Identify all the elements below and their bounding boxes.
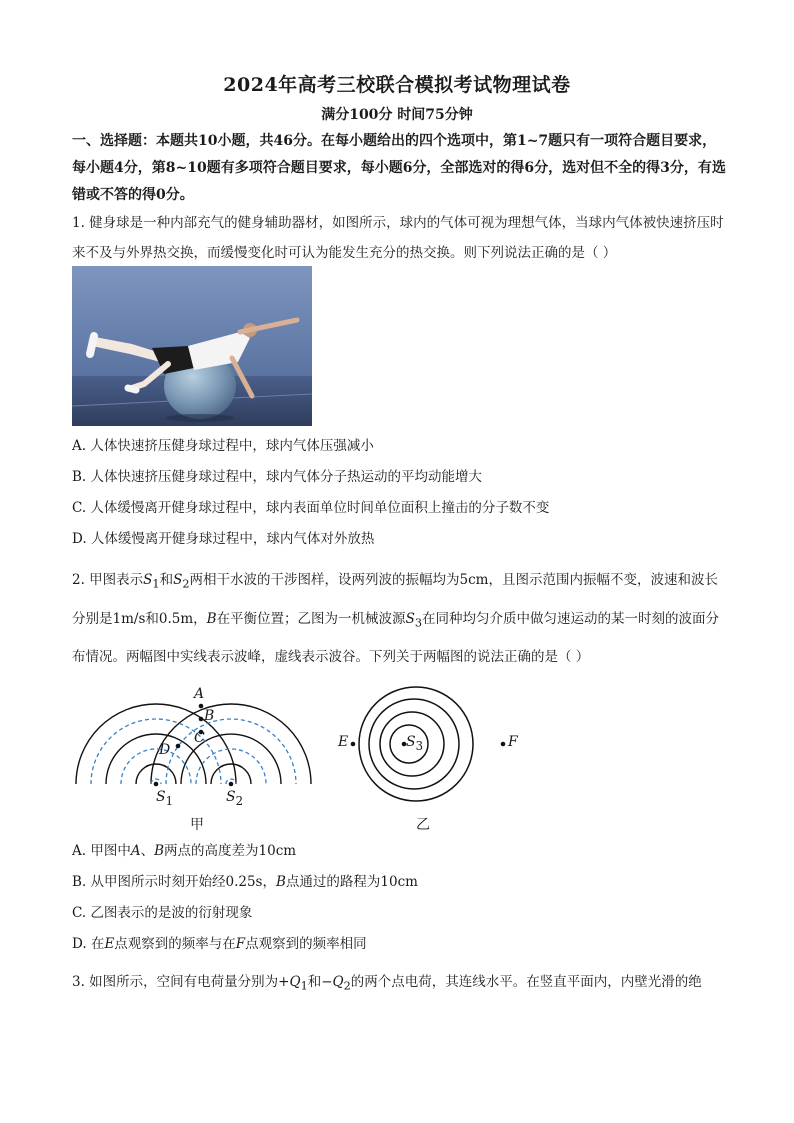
point-e [351, 742, 356, 747]
exam-subtitle: 满分100分 时间75分钟 [321, 107, 473, 123]
label-c: C [194, 730, 205, 746]
s1-trough-large [91, 719, 221, 784]
s1-crest-mid [106, 734, 206, 784]
question-1-stem: 1. 健身球是一种内部充气的健身辅助器材，如图所示，球内的气体可视为理想气体，当球内气体被快速挤压时来不及与外界热交换，而缓慢变化时可认为能发生充分的热交换。则下列说法正确的是（ ） [72, 215, 724, 261]
fitness-ball-photo [72, 266, 312, 426]
caption-jia: 甲 [190, 817, 204, 833]
point-b [199, 717, 204, 722]
s2-trough-large [166, 719, 296, 784]
question-3-stem: 3. 如图所示，空间有电荷量分别为$+Q_1$和$-Q_2$的两个点电荷，其连线水平。在竖直平面内，内壁光滑的绝 [72, 974, 702, 993]
point-f [501, 742, 506, 747]
question-2-option-c: C. 乙图表示的是波的衍射现象 [72, 905, 253, 921]
point-d [176, 744, 181, 749]
source-s2 [229, 782, 234, 787]
exam-title: 2024年高考三校联合模拟考试物理试卷 [223, 74, 571, 96]
question-2-stem: 2. 甲图表示$S_1$和$S_2$两相干水波的干涉图样，设两列波的振幅均为5cm，且图示范围内振幅不变，波速和波长分别是1m/s和0.5m，B在平衡位置；乙图为一机械波源$S_3$在同种均匀介质中做匀速运动的某一时刻的波面分布情况。两幅图中实线表示波峰，虚线表示波谷。下列关于两幅图的说法正确的是（ ） [72, 572, 719, 666]
source-s1 [154, 782, 159, 787]
label-b: B [204, 708, 215, 724]
label-s1: $S_1$ [156, 789, 174, 808]
wave-diagrams [66, 684, 546, 834]
question-2-option-b: B. 从甲图所示时刻开始经0.25s，B点通过的路程为10cm [72, 874, 418, 890]
question-2-figures [66, 684, 546, 838]
question-2-option-d: D. 在E点观察到的频率与在F点观察到的频率相同 [72, 936, 367, 952]
label-s2: $S_2$ [226, 789, 244, 808]
label-f: F [508, 734, 518, 750]
question-1-option-c: C. 人体缓慢离开健身球过程中，球内表面单位时间单位面积上撞击的分子数不变 [72, 500, 550, 516]
question-1-option-a: A. 人体快速挤压健身球过程中，球内气体压强减小 [72, 438, 374, 454]
point-a [199, 704, 204, 709]
s2-crest-small [211, 764, 251, 784]
s2-crest-large [151, 704, 311, 784]
label-s3: $S_3$ [406, 734, 424, 753]
label-d: D [159, 742, 171, 758]
question-1-option-d: D. 人体缓慢离开健身球过程中，球内气体对外放热 [72, 531, 375, 547]
caption-yi: 乙 [416, 817, 430, 833]
label-a: A [194, 686, 205, 702]
question-1-option-b: B. 人体快速挤压健身球过程中，球内气体分子热运动的平均动能增大 [72, 469, 483, 485]
section-instructions: 一、选择题：本题共10小题，共46分。在每小题给出的四个选项中，第1~7题只有一项符合题目要求，每小题4分，第8~10题有多项符合题目要求，每小题6分，全部选对的得6分，选对但不全的得3分，有选错或不答的得0分。 [72, 133, 726, 203]
question-2-option-a: A. 甲图中A、B两点的高度差为10cm [72, 843, 297, 859]
label-e: E [338, 734, 349, 750]
s1-crest-small [136, 764, 176, 784]
